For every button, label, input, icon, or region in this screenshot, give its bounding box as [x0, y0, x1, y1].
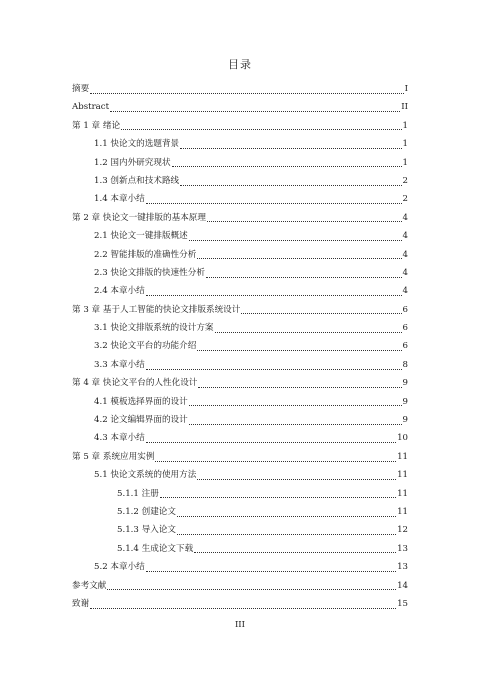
- toc-entry-label: 第 4 章 快论文平台的人性化设计: [72, 378, 198, 389]
- dot-leader: [146, 571, 396, 572]
- toc-entry[interactable]: [72, 577, 408, 595]
- toc-entry-label: 5.2 本章小结: [94, 562, 145, 573]
- toc-entry-page: 1: [402, 157, 408, 168]
- toc-entry[interactable]: [72, 521, 408, 539]
- toc-entry-label: 1.2 国内外研究现状: [94, 157, 171, 168]
- toc-entry[interactable]: [72, 485, 408, 503]
- toc-entry-page: 2: [402, 194, 408, 205]
- toc-entry[interactable]: [72, 282, 408, 300]
- toc-entry[interactable]: [72, 595, 408, 613]
- toc-entry[interactable]: [72, 374, 408, 392]
- toc-entry-page: 10: [397, 433, 408, 444]
- toc-entry[interactable]: [72, 246, 408, 264]
- toc-entry-label: 3.3 本章小结: [94, 359, 145, 370]
- toc-entry-page: 11: [397, 470, 408, 481]
- toc-entry-label: 第 2 章 快论文一键排版的基本原理: [72, 212, 206, 223]
- toc-entry-page: 12: [397, 525, 408, 536]
- dot-leader: [189, 405, 402, 406]
- dot-leader: [155, 461, 396, 462]
- dot-leader: [215, 332, 402, 333]
- dot-leader: [160, 497, 396, 498]
- toc-entry[interactable]: [72, 448, 408, 466]
- toc-entry-label: 3.2 快论文平台的功能介绍: [94, 341, 197, 352]
- toc-entry-label: 第 1 章 绪论: [72, 120, 121, 131]
- toc-entry-page: 2: [402, 175, 408, 186]
- toc-entry-label: 5.1 快论文系统的使用方法: [94, 470, 197, 481]
- toc-entry-label: 2.1 快论文一键排版概述: [94, 231, 188, 242]
- toc-entry-page: II: [401, 102, 408, 113]
- toc-entry-label: 2.4 本章小结: [94, 286, 145, 297]
- dot-leader: [206, 277, 402, 278]
- toc-entry[interactable]: [72, 429, 408, 447]
- toc-entry[interactable]: [72, 540, 408, 558]
- toc-entry-page: 11: [397, 451, 408, 462]
- dot-leader: [90, 608, 396, 609]
- toc-entry[interactable]: [72, 558, 408, 576]
- toc-entry-label: 5.1.3 导入论文: [117, 525, 176, 536]
- toc-entry[interactable]: [72, 135, 408, 153]
- toc-entry[interactable]: [72, 301, 408, 319]
- toc-entry[interactable]: [72, 466, 408, 484]
- toc-entry-label: 4.1 模板选择界面的设计: [94, 396, 188, 407]
- toc-entry[interactable]: [72, 227, 408, 245]
- toc-entry[interactable]: [72, 209, 408, 227]
- toc-entry-page: 13: [397, 543, 408, 554]
- toc-entry-page: 4: [402, 267, 408, 278]
- dot-leader: [197, 479, 396, 480]
- toc-entry-page: 11: [397, 506, 408, 517]
- toc-entry-label: Abstract: [72, 102, 110, 113]
- dot-leader: [194, 552, 396, 553]
- dot-leader: [177, 516, 396, 517]
- dot-leader: [121, 129, 401, 130]
- toc-entry-page: 14: [397, 580, 408, 591]
- toc-entry-page: 4: [402, 249, 408, 260]
- toc-entry-page: 4: [402, 212, 408, 223]
- toc-entry-page: 4: [402, 231, 408, 242]
- toc-entry-page: 8: [402, 359, 408, 370]
- dot-leader: [180, 185, 401, 186]
- toc-title: 目录: [228, 58, 252, 71]
- dot-leader: [177, 534, 396, 535]
- dot-leader: [90, 93, 403, 94]
- toc-entry-label: 1.3 创新点和技术路线: [94, 175, 180, 186]
- toc-entry[interactable]: [72, 319, 408, 337]
- dot-leader: [189, 240, 402, 241]
- toc-entry[interactable]: [72, 190, 408, 208]
- toc-entry-label: 致谢: [72, 598, 90, 609]
- toc-entry-label: 4.3 本章小结: [94, 433, 145, 444]
- toc-entry-label: 摘要: [72, 84, 90, 94]
- dot-leader: [198, 387, 401, 388]
- toc-entry-page: 15: [397, 598, 408, 609]
- dot-leader: [207, 221, 402, 222]
- toc-entry-page: 9: [402, 378, 408, 389]
- toc-entry-label: 1.1 快论文的选题背景: [94, 139, 180, 150]
- dot-leader: [241, 313, 401, 314]
- dot-leader: [197, 258, 401, 259]
- table-of-contents: [72, 80, 408, 613]
- toc-entry-page: 9: [402, 396, 408, 407]
- toc-entry[interactable]: [72, 503, 408, 521]
- toc-entry-page: 6: [402, 341, 408, 352]
- dot-leader: [110, 111, 400, 112]
- dot-leader: [107, 589, 396, 590]
- toc-entry-page: 1: [402, 139, 408, 150]
- dot-leader: [146, 295, 402, 296]
- toc-entry-label: 4.2 论文编辑界面的设计: [94, 415, 188, 426]
- toc-entry-label: 参考文献: [72, 580, 107, 591]
- toc-entry-label: 5.1.2 创建论文: [117, 506, 176, 517]
- dot-leader: [172, 166, 402, 167]
- page-number: III: [234, 620, 246, 630]
- toc-entry-label: 2.3 快论文排版的快速性分析: [94, 267, 205, 278]
- dot-leader: [146, 203, 402, 204]
- toc-entry-label: 5.1.1 注册: [117, 488, 159, 499]
- toc-entry-label: 第 5 章 系统应用实例: [72, 451, 155, 462]
- toc-entry-label: 3.1 快论文排版系统的设计方案: [94, 323, 214, 334]
- dot-leader: [146, 442, 396, 443]
- toc-entry-page: 6: [402, 323, 408, 334]
- toc-entry[interactable]: [72, 154, 408, 172]
- toc-entry[interactable]: [72, 80, 408, 98]
- toc-entry[interactable]: [72, 98, 408, 116]
- toc-entry[interactable]: [72, 356, 408, 374]
- toc-entry-page: 4: [402, 286, 408, 297]
- toc-entry[interactable]: [72, 337, 408, 355]
- dot-leader: [197, 350, 401, 351]
- dot-leader: [180, 148, 401, 149]
- toc-entry-page: 6: [402, 304, 408, 315]
- toc-entry-page: 13: [397, 562, 408, 573]
- toc-entry-label: 第 3 章 基于人工智能的快论文排版系统设计: [72, 304, 241, 315]
- toc-entry-page: 1: [402, 120, 408, 131]
- toc-entry[interactable]: [72, 117, 408, 135]
- toc-entry-page: 11: [397, 488, 408, 499]
- toc-entry[interactable]: [72, 393, 408, 411]
- toc-entry-label: 2.2 智能排版的准确性分析: [94, 249, 197, 260]
- toc-entry-page: 9: [402, 415, 408, 426]
- toc-entry[interactable]: [72, 172, 408, 190]
- toc-entry-label: 5.1.4 生成论文下载: [117, 543, 194, 554]
- toc-entry[interactable]: [72, 411, 408, 429]
- dot-leader: [146, 369, 402, 370]
- dot-leader: [189, 424, 402, 425]
- toc-entry-page: I: [404, 84, 408, 94]
- toc-entry-label: 1.4 本章小结: [94, 194, 145, 205]
- toc-entry[interactable]: [72, 264, 408, 282]
